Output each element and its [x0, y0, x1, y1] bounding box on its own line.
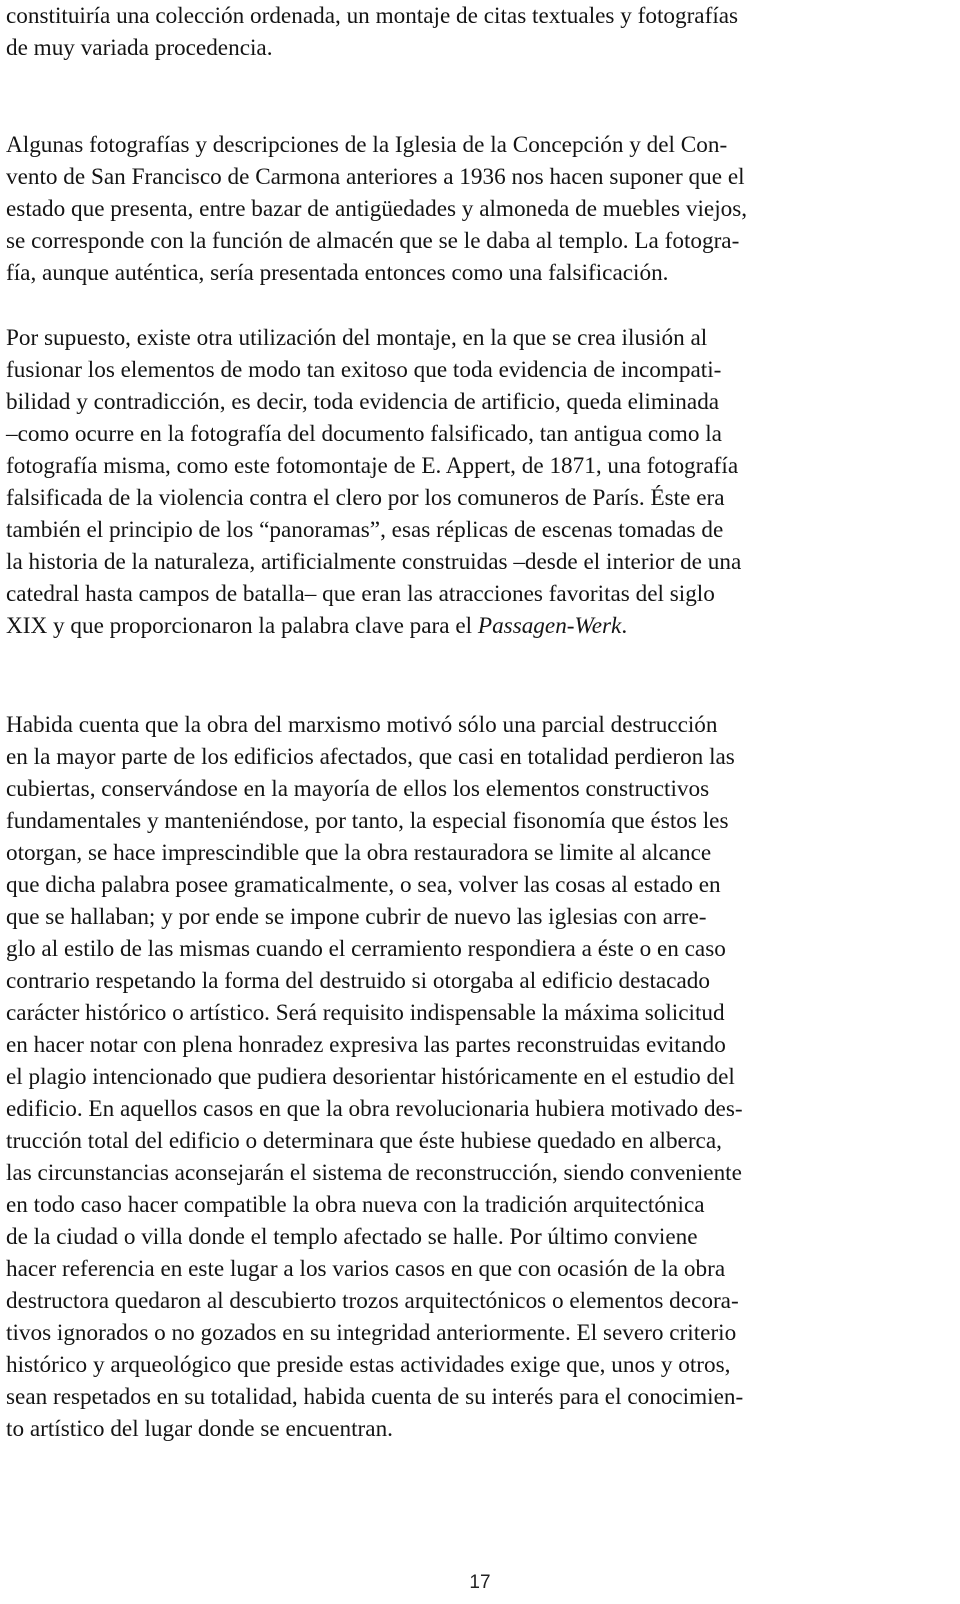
- text-segment: XIX y que proporcionaron la palabra clave para el: [6, 613, 478, 639]
- text-line: tivos ignorados o no gozados en su integridad anteriormente. El severo criterio: [6, 1320, 737, 1346]
- text-line: carácter histórico o artístico. Será requisito indispensable la máxima solicitud: [6, 1000, 725, 1026]
- text-line: se corresponde con la función de almacén que se le daba al templo. La fotogra-: [6, 228, 740, 254]
- text-line: que dicha palabra posee gramaticalmente, o sea, volver las cosas al estado en: [6, 872, 721, 898]
- text-line: el plagio intencionado que pudiera desorientar históricamente en el estudio del: [6, 1064, 735, 1090]
- text-line: de la ciudad o villa donde el templo afectado se halle. Por último conviene: [6, 1224, 698, 1250]
- text-line: las circunstancias aconsejarán el sistema de reconstrucción, siendo conveniente: [6, 1160, 742, 1186]
- text-line: otorgan, se hace imprescindible que la obra restauradora se limite al alcance: [6, 840, 712, 866]
- text-segment: .: [621, 613, 628, 639]
- text-line: Algunas fotografías y descripciones de la Iglesia de la Concepción y del Con-: [6, 132, 728, 158]
- text-line: hacer referencia en este lugar a los varios casos en que con ocasión de la obra: [6, 1256, 726, 1282]
- text-line: cubiertas, conservándose en la mayoría de ellos los elementos constructivos: [6, 776, 710, 802]
- text-line: en todo caso hacer compatible la obra nueva con la tradición arquitectónica: [6, 1192, 705, 1218]
- text-line: falsificada de la violencia contra el clero por los comuneros de París. Éste era: [6, 485, 725, 511]
- page-number: 17: [469, 1572, 491, 1593]
- text-line: fundamentales y manteniéndose, por tanto, la especial fisonomía que éstos les: [6, 808, 729, 834]
- paragraph-carmona-photographs: [6, 129, 946, 289]
- text-line: también el principio de los “panoramas”, esas réplicas de escenas tomadas de: [6, 517, 724, 543]
- paragraph-intro-continuation: [6, 0, 946, 64]
- text-line: –como ocurre en la fotografía del documento falsificado, tan antigua como la: [6, 421, 722, 447]
- text-line: bilidad y contradicción, es decir, toda evidencia de artificio, queda eliminada: [6, 389, 720, 415]
- text-line: en hacer notar con plena honradez expresiva las partes reconstruidas evitando: [6, 1032, 726, 1058]
- text-line: estado que presenta, entre bazar de antigüedades y almoneda de muebles viejos,: [6, 196, 748, 222]
- text-line: catedral hasta campos de batalla– que eran las atracciones favoritas del siglo: [6, 581, 715, 607]
- paragraph-montage-illusion: [6, 322, 946, 642]
- text-line-last: [6, 610, 946, 642]
- text-line: edificio. En aquellos casos en que la obra revolucionaria hubiera motivado des-: [6, 1096, 743, 1122]
- paragraph-restoration-criteria: [6, 709, 946, 1445]
- text-line: contrario respetando la forma del destruido si otorgaba al edificio destacado: [6, 968, 710, 994]
- text-line: histórico y arqueológico que preside estas actividades exige que, unos y otros,: [6, 1352, 731, 1378]
- text-line: vento de San Francisco de Carmona anteriores a 1936 nos hacen suponer que el: [6, 164, 745, 190]
- text-line: la historia de la naturaleza, artificialmente construidas –desde el interior de una: [6, 549, 742, 575]
- text-line: fotografía misma, como este fotomontaje de E. Appert, de 1871, una fotografía: [6, 453, 739, 479]
- text-line: Por supuesto, existe otra utilización del montaje, en la que se crea ilusión al: [6, 325, 708, 351]
- text-line: destructora quedaron al descubierto trozos arquitectónicos o elementos decora-: [6, 1288, 739, 1314]
- text-line: constituiría una colección ordenada, un montaje de citas textuales y fotografías: [6, 3, 739, 29]
- text-line: fía, aunque auténtica, sería presentada entonces como una falsificación.: [6, 260, 669, 286]
- text-line: glo al estilo de las mismas cuando el cerramiento respondiera a éste o en caso: [6, 936, 726, 962]
- text-line: de muy variada procedencia.: [6, 35, 273, 61]
- italic-title-passagen-werk: Passagen-Werk: [477, 613, 622, 639]
- text-line: en la mayor parte de los edificios afectados, que casi en totalidad perdieron las: [6, 744, 735, 770]
- text-line: que se hallaban; y por ende se impone cubrir de nuevo las iglesias con arre-: [6, 904, 707, 930]
- text-line: sean respetados en su totalidad, habida cuenta de su interés para el conocimien-: [6, 1384, 744, 1410]
- text-line: Habida cuenta que la obra del marxismo motivó sólo una parcial destrucción: [6, 712, 718, 738]
- text-line: to artístico del lugar donde se encuentran.: [6, 1416, 393, 1442]
- text-line: fusionar los elementos de modo tan exitoso que toda evidencia de incompati-: [6, 357, 722, 383]
- text-line: trucción total del edificio o determinara que éste hubiese quedado en alberca,: [6, 1128, 722, 1154]
